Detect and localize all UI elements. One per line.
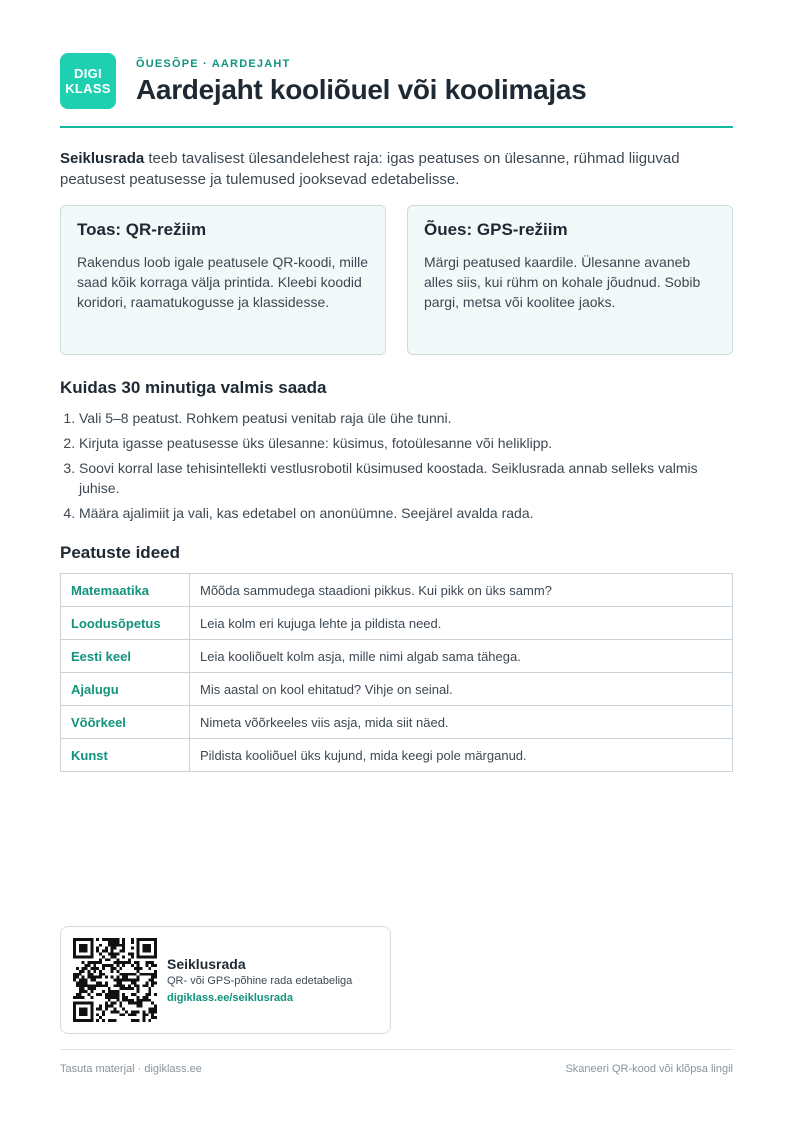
seiklusrada-link[interactable]: digiklass.ee/seiklusrada (167, 992, 293, 1004)
subject-cell: Eesti keel (61, 640, 190, 673)
table-row (61, 574, 733, 607)
subject-cell: Loodusõpetus (61, 607, 190, 640)
table-row (61, 706, 733, 739)
list-item: 1. Vali 5–8 peatust. Rohkem peatusi venitab raja üle ühe tunni. (79, 408, 733, 428)
list-item: 4. Määra ajalimiit ja vali, kas edetabel on anonüümne. Seejärel avalda rada. (79, 503, 733, 523)
footer-divider (60, 1049, 733, 1050)
subject-cell: Ajalugu (61, 673, 190, 706)
table-row (61, 739, 733, 772)
task-cell: Mis aastal on kool ehitatud? Vihje on seinal. (190, 673, 733, 706)
digiklass-logo (60, 53, 116, 109)
qr-card (60, 926, 391, 1034)
list-item: 3. Soovi korral lase tehisintellekti vestlusrobotil küsimused koostada. Seiklusrada annab selleks valmis juhise. (79, 458, 733, 498)
intro-paragraph (60, 148, 720, 190)
qr-card-description: QR- või GPS-põhine rada edetabeliga (167, 975, 353, 987)
table-row (61, 640, 733, 673)
steps-list (60, 408, 733, 523)
logo-line-2: KLASS (65, 81, 111, 96)
card-title: Toas: QR-režiim (77, 220, 207, 239)
card-body: Rakendus loob igale peatusele QR-koodi, mille saad kõik korraga välja printida. Kleebi koodid koridori, raamatukogusse ja klassidesse. (77, 254, 369, 310)
header-divider (60, 126, 733, 128)
ideas-table (60, 573, 733, 772)
qr-code-icon[interactable] (73, 938, 157, 1022)
list-item: 2. Kirjuta igasse peatusesse üks ülesanne: küsimus, fotoülesanne või heliklipp. (79, 433, 733, 453)
table-row (61, 607, 733, 640)
subject-cell: Kunst (61, 739, 190, 772)
intro-brand: Seiklusrada (60, 150, 145, 167)
qr-card-title: Seiklusrada (167, 956, 246, 972)
ideas-heading: Peatuste ideed (60, 543, 180, 562)
task-cell: Leia kolm eri kujuga lehte ja pildista need. (190, 607, 733, 640)
table-row (61, 673, 733, 706)
task-cell: Mõõda sammudega staadioni pikkus. Kui pikk on üks samm? (190, 574, 733, 607)
card-gps-mode (407, 205, 733, 355)
task-cell: Pildista kooliõuel üks kujund, mida keegi pole märganud. (190, 739, 733, 772)
task-cell: Nimeta võõrkeeles viis asja, mida siit näed. (190, 706, 733, 739)
footer-left-text: Tasuta materjal · digiklass.ee (60, 1063, 202, 1075)
eyebrow-label: ÕUESÕPE · AARDEJAHT (136, 58, 291, 70)
intro-text: teeb tavalisest ülesandelehest raja: igas peatuses on ülesanne, rühmad liiguvad peatusest peatusesse ja tulemused jooksevad edetabelisse. (60, 150, 680, 188)
card-title: Õues: GPS-režiim (424, 220, 568, 239)
page-title: Aardejaht kooliõuel või koolimajas (136, 74, 587, 105)
card-body: Märgi peatused kaardile. Ülesanne avaneb alles siis, kui rühm on kohale jõudnud. Sobib pargi, metsa või koolitee jaoks. (424, 254, 701, 310)
card-qr-mode (60, 205, 386, 355)
logo-line-1: DIGI (74, 66, 102, 81)
steps-heading: Kuidas 30 minutiga valmis saada (60, 378, 327, 397)
page-header (60, 52, 733, 110)
task-cell: Leia kooliõuelt kolm asja, mille nimi algab sama tähega. (190, 640, 733, 673)
subject-cell: Võõrkeel (61, 706, 190, 739)
subject-cell: Matemaatika (61, 574, 190, 607)
footer-right-text: Skaneeri QR-kood või klõpsa lingil (565, 1063, 733, 1075)
mode-cards (60, 205, 733, 355)
